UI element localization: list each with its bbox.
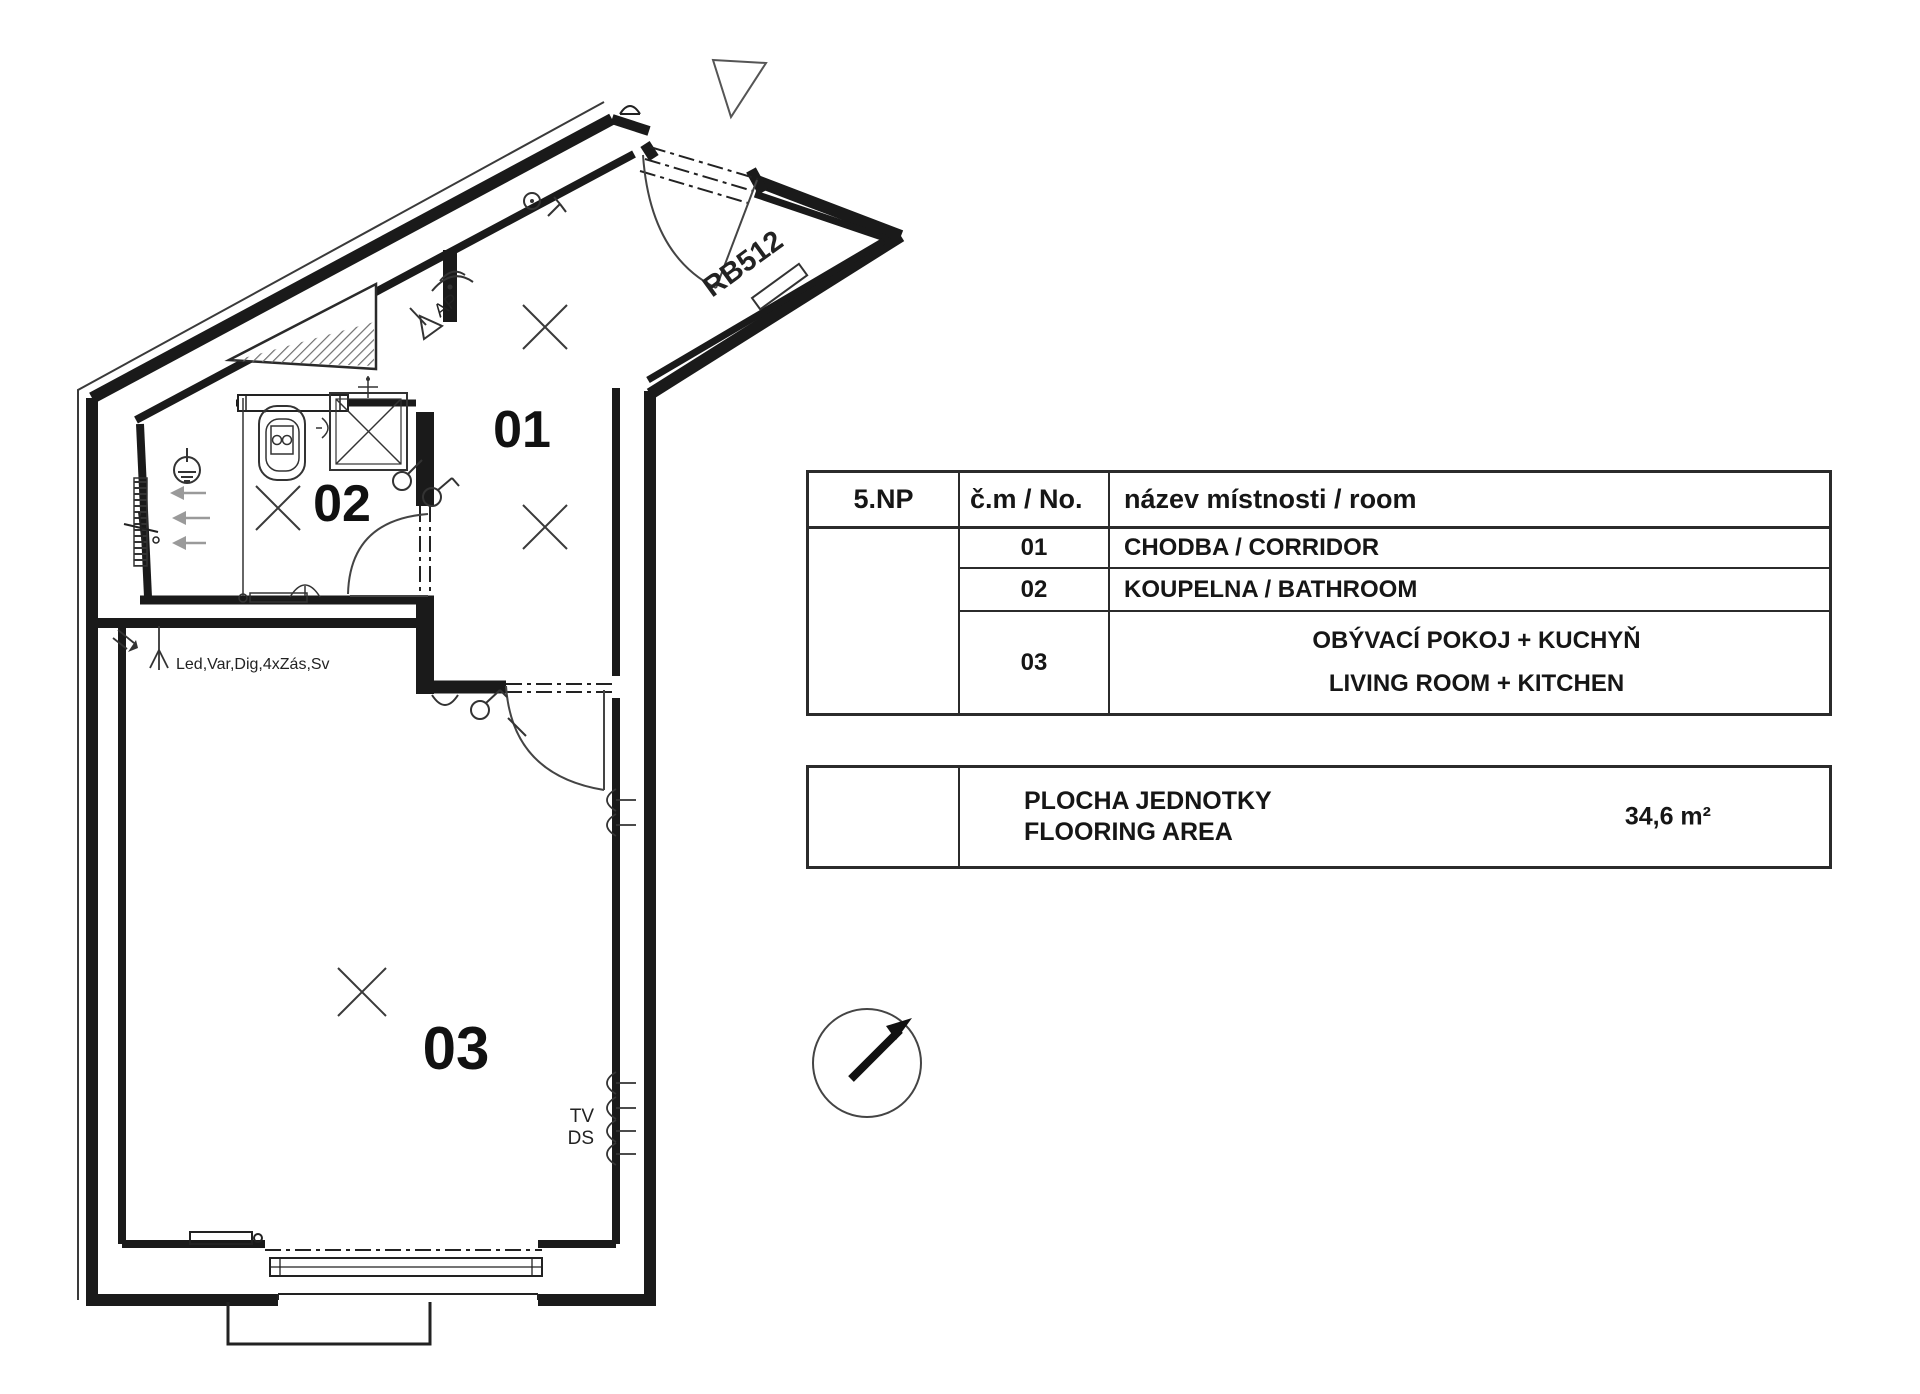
earth-symbol-icon — [174, 448, 200, 483]
room-02-label: 02 — [313, 475, 371, 533]
room-row-01-name: CHODBA / CORRIDOR — [1108, 526, 1829, 567]
room-table-empty-cell — [809, 526, 958, 713]
socket-icons — [607, 789, 636, 1165]
room-row-03-number: 03 — [958, 610, 1108, 713]
room-03-label: 03 — [422, 1015, 490, 1082]
access-point-label: AP — [430, 289, 464, 322]
area-title-cz: PLOCHA JEDNOTKY — [1024, 787, 1272, 815]
switch-icons-living-door — [432, 690, 526, 736]
kitchen-wiring-label: Led,Var,Dig,4xZás,Sv — [176, 656, 330, 673]
shaft-triangle — [229, 284, 376, 369]
room-01-label: 01 — [493, 401, 551, 459]
room-table-floor-cell — [809, 473, 958, 526]
airflow-arrows — [170, 486, 210, 550]
shower-tray-icon — [316, 376, 407, 470]
room-row-03-name: OBÝVACÍ POKOJ + KUCHYŇ LIVING ROOM + KITCHEN — [1108, 610, 1829, 713]
tv-outlet-label: TV — [569, 1106, 594, 1127]
room-row-01-number: 01 — [958, 526, 1108, 567]
floor-label: 5.NP — [853, 484, 914, 514]
svg-text:RB512: RB512 — [697, 224, 790, 304]
toilet-icon — [259, 406, 305, 480]
entrance-hinge-icon — [620, 106, 640, 114]
towel-radiator-icon — [124, 478, 159, 566]
room-row-02-number: 02 — [958, 567, 1108, 610]
orientation-compass-icon — [813, 1009, 921, 1117]
area-value: 34,6 m² — [1624, 802, 1711, 831]
room-table-number-header: č.m / No. — [958, 473, 1108, 526]
area-table-empty-cell — [809, 768, 958, 866]
north-triangle-icon — [713, 60, 766, 117]
area-table — [806, 765, 1832, 869]
area-table-content — [958, 768, 1829, 866]
data-outlet-label: DS — [567, 1128, 594, 1149]
room-row-02-name: KOUPELNA / BATHROOM — [1108, 567, 1829, 610]
exterior-offset-line — [78, 102, 604, 1300]
area-title-en: FLOORING AREA — [1024, 818, 1233, 846]
room-table — [806, 470, 1832, 716]
room-table-name-header: název místnosti / room — [1108, 473, 1829, 526]
bathroom-niche — [238, 395, 348, 411]
